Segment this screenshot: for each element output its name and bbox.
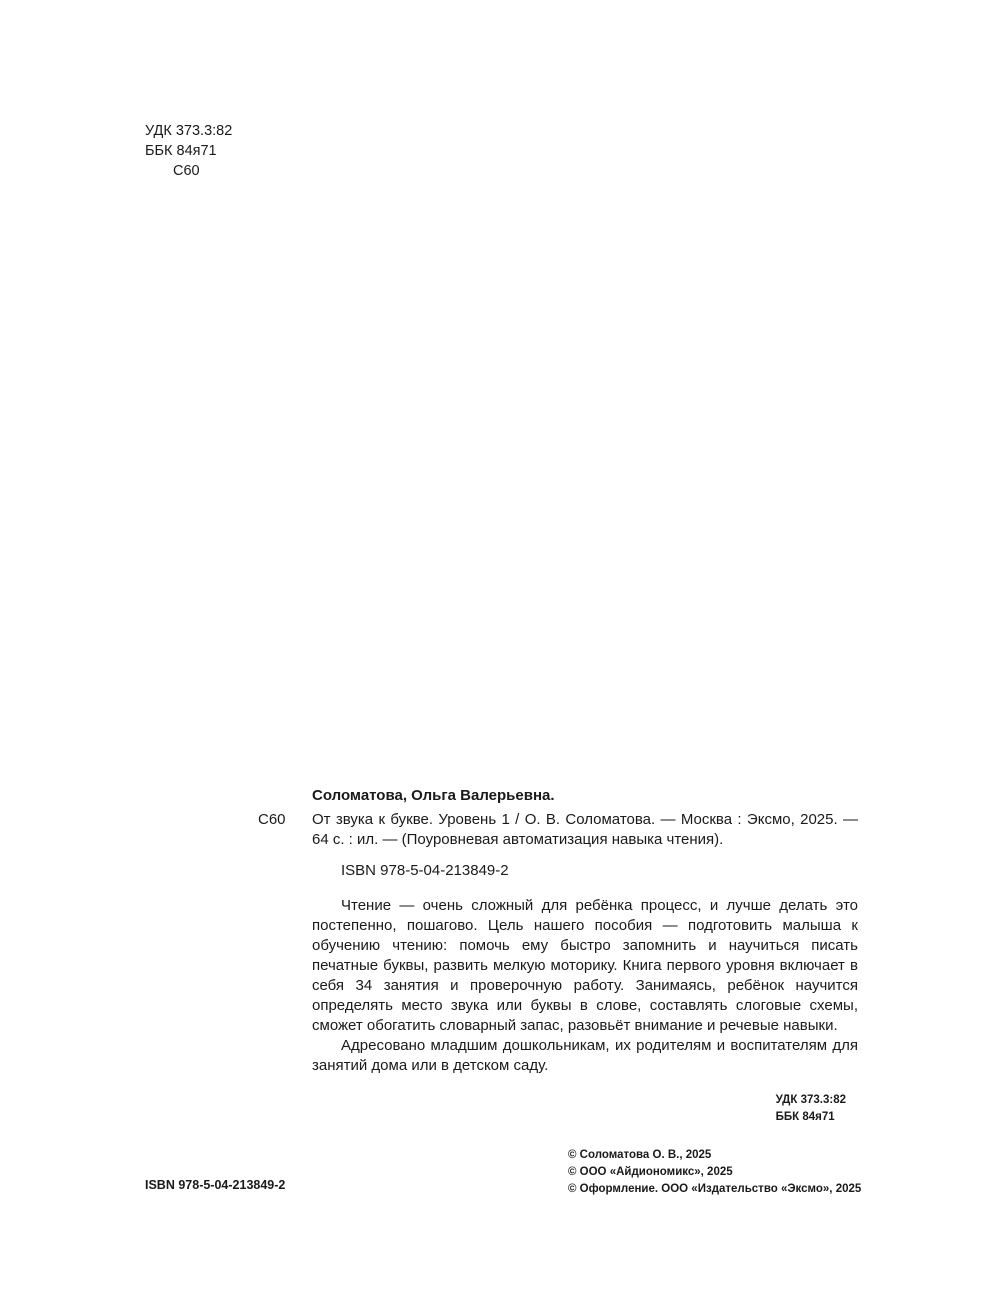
copyright-line: © ООО «Айдиономикс», 2025	[568, 1166, 733, 1178]
copyright-line: © Соломатова О. В., 2025	[568, 1149, 712, 1161]
bibliographic-record	[258, 786, 858, 1126]
classification-codes-record	[258, 1092, 858, 1126]
record-entry	[258, 810, 858, 850]
record-isbn: ISBN 978-5-04-213849-2	[341, 862, 509, 879]
record-udk-code: УДК 373.3:82	[775, 1094, 846, 1106]
record-description: От звука к букве. Уровень 1 / О. В. Соломатова. — Москва : Эксмо, 2025. — 64 с. : ил. — (Поуровневая автоматизация навыка чтения).	[312, 811, 858, 848]
copyright-line: © Оформление. ООО «Издательство «Эксмо», 2025	[568, 1183, 862, 1195]
record-bbk-code: ББК 84я71	[775, 1111, 835, 1123]
annotation	[312, 896, 858, 1076]
bbk-code: ББК 84я71	[145, 143, 217, 159]
copyright-block	[568, 1147, 861, 1198]
classification-codes-top	[145, 121, 232, 181]
author-mark: С60	[173, 163, 200, 179]
record-author-mark: С60	[258, 811, 286, 828]
record-author: Соломатова, Ольга Валерьевна.	[312, 787, 555, 804]
annotation-paragraph: Чтение — очень сложный для ребёнка процесс, и лучше делать это постепенно, пошагово. Цель нашего пособия — подготовить малыша к обучению чтению: помочь ему быстро запомнить и научиться писать печатные буквы, развить мелкую моторику. Книга первого уровня включает в себя 34 занятия и проверочную работу. Занимаясь, ребёнок научится определять место звука или буквы в слове, составлять слоговые схемы, сможет обогатить словарный запас, разовьёт внимание и речевые навыки.	[312, 897, 858, 1034]
annotation-paragraph: Адресовано младшим дошкольникам, их родителям и воспитателям для занятий дома или в детском саду.	[312, 1037, 858, 1074]
udk-code: УДК 373.3:82	[145, 123, 233, 139]
isbn-bottom: ISBN 978-5-04-213849-2	[145, 1178, 286, 1192]
